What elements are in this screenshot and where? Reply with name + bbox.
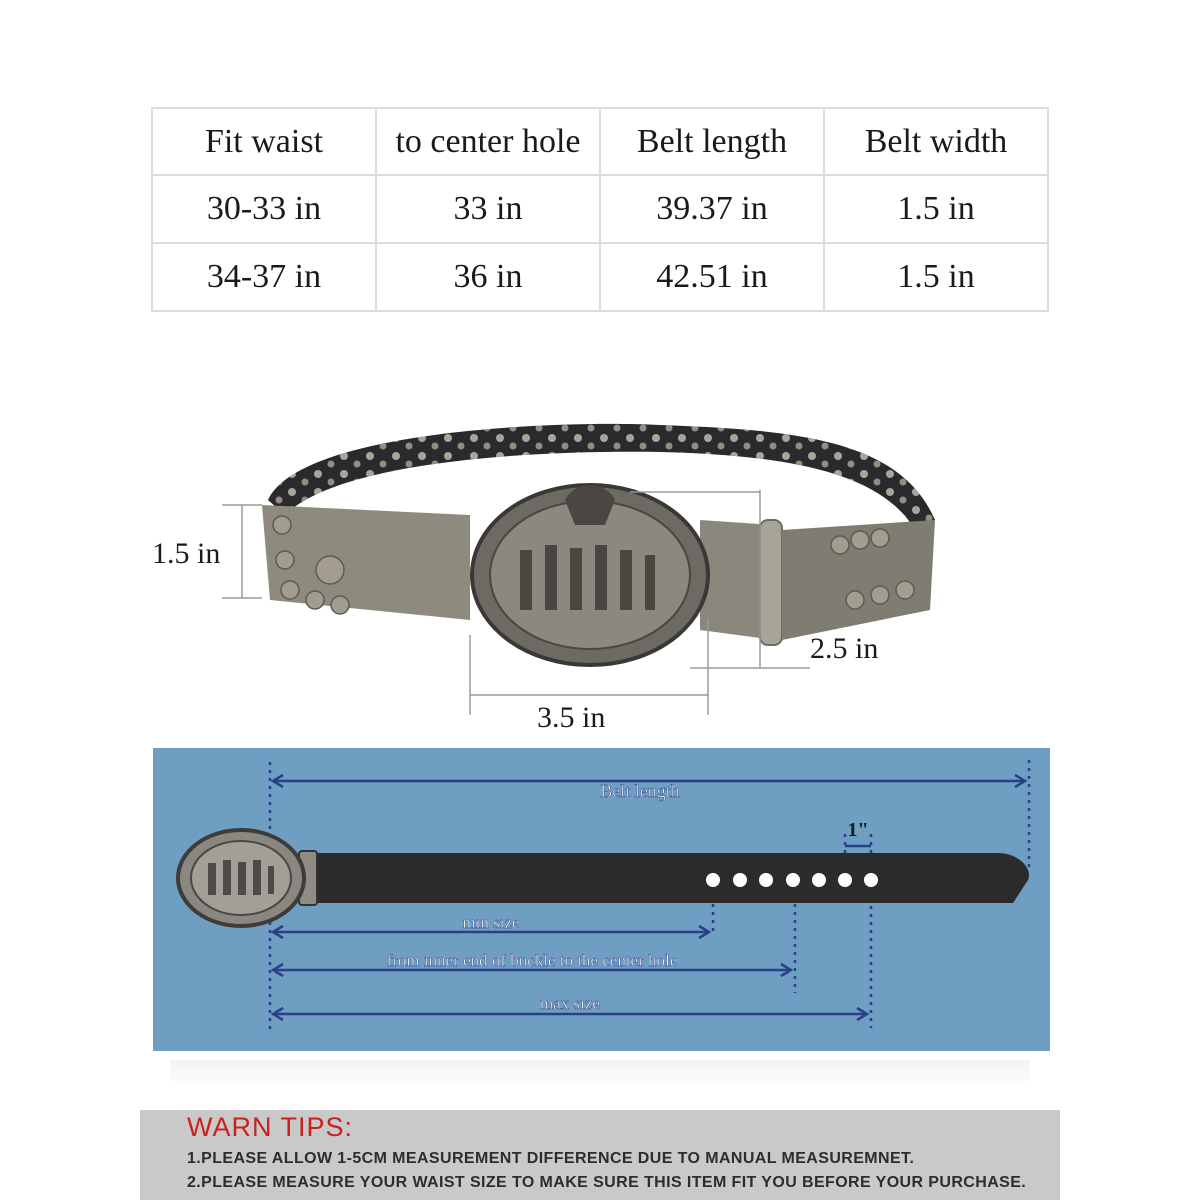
header-fit-waist: Fit waist [152,108,376,175]
table-cell: 1.5 in [824,175,1048,243]
belt-keeper [760,520,782,645]
warn-line-1: 1.PLEASE ALLOW 1-5CM MEASUREMENT DIFFERENCE DUE TO MANUAL MEASUREMNET. [187,1150,915,1167]
header-center-hole: to center hole [376,108,600,175]
table-row [152,243,1048,311]
hole-spacing-label: 1" [847,819,869,841]
warn-tips-panel [140,1110,1060,1200]
table-cell: 36 in [376,243,600,311]
buckle-width-label: 3.5 in [537,701,606,734]
table-cell: 42.51 in [600,243,824,311]
belt-length-label: Belt length [600,781,680,801]
table-cell: 1.5 in [824,243,1048,311]
size-table [151,107,1049,312]
diagram-shadow [170,1060,1030,1090]
max-size-label: max size [540,994,600,1013]
table-cell: 34-37 in [152,243,376,311]
header-belt-length: Belt length [600,108,824,175]
center-hole-label: from inner end of buckle to the center hole [386,951,678,970]
buckle-height-label: 2.5 in [810,632,879,665]
table-cell: 33 in [376,175,600,243]
warn-line-2: 2.PLEASE MEASURE YOUR WAIST SIZE TO MAKE SURE THIS ITEM FIT YOU BEFORE YOUR PURCHASE. [187,1174,1027,1191]
warn-title: WARN TIPS: [187,1112,354,1142]
measurement-diagram [153,748,1050,1051]
table-cell: 30-33 in [152,175,376,243]
belt-width-label: 1.5 in [152,537,221,570]
min-size-label: min size [462,913,520,932]
table-row [152,175,1048,243]
belt-photo [150,400,950,740]
header-belt-width: Belt width [824,108,1048,175]
table-cell: 39.37 in [600,175,824,243]
diagram-belt [303,853,1029,903]
table-header-row [152,108,1048,175]
